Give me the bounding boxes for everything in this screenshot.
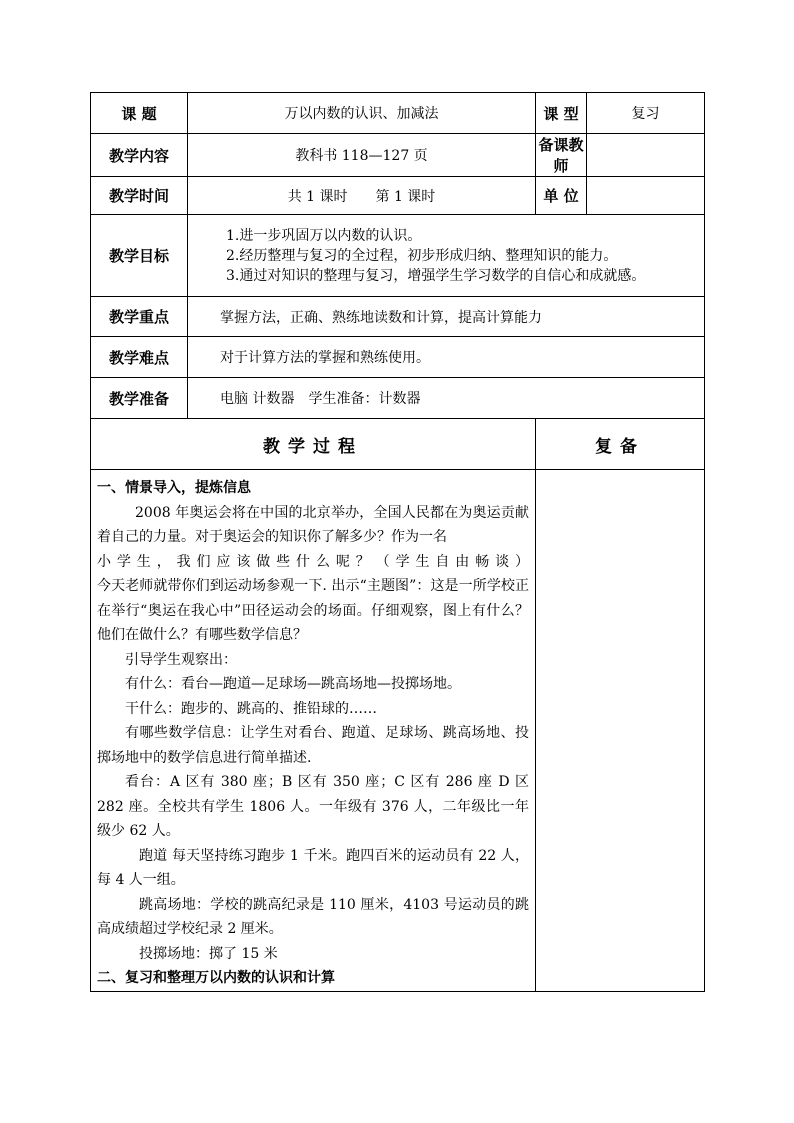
paragraph: 有什么：看台—跑道—足球场—跳高场地—投掷场地。 [125,676,461,692]
row-time [91,177,705,215]
row-content [91,134,705,177]
unit-label: 单 位 [536,177,587,215]
section-title: 二、复习和整理万以内数的认识和计算 [97,970,335,986]
goal-item: 1.进一步巩固万以内数的认识。 [226,227,422,244]
row-goals [91,215,705,297]
goals-label: 教学目标 [91,215,188,297]
paragraph: 今天老师就带你们到运动场参观一下. 出示“主题图”：这是一所学校正在举行“奥运在我心中”田径运动会的场面。仔细观察，图上有什么？他们在做什么？有哪些数学信息？ [97,578,529,643]
paragraph: 跑道 每天坚持练习跑步 1 千米。跑四百米的运动员有 22 人，每 4 人一组。 [97,847,529,888]
paragraph: 投掷场地：掷了 15 米 [139,945,278,962]
section-title: 一、情景导入，提炼信息 [97,480,251,496]
goal-item: 3.通过对知识的整理与复习，增强学生学习数学的自信心和成就感。 [226,267,646,284]
teacher-label: 备课教师 [536,134,587,177]
paragraph: 跳高场地：学校的跳高纪录是 110 厘米，4103 号运动员的跳高成绩超过学校纪录 2 厘米。 [97,896,529,937]
paragraph: 2008 年奥运会将在中国的北京举办，全国人民都在为奥运贡献着自己的力量。对于奥运会的知识你了解多少？作为一名 [97,504,529,545]
paragraph: 干什么：跑步的、跳高的、推铅球的…… [125,700,377,717]
content-label: 教学内容 [91,134,188,177]
lesson-plan [90,92,704,992]
type-label: 课 型 [536,93,587,134]
goals-list [188,215,705,297]
row-process-header [91,419,705,470]
lesson-plan-table [90,92,705,992]
content-value: 教科书 118—127 页 [188,134,536,177]
type-value: 复习 [587,93,705,134]
process-header: 教学过程 [91,419,536,470]
preparation-value: 电脑 计数器 学生准备：计数器 [188,378,705,419]
paragraph: 看台：A 区有 380 座；B 区有 350 座；C 区有 286 座 D 区 282 座。全校共有学生 1806 人。一年级有 376 人，二年级比一年级少 62 人。 [97,774,529,839]
time-value: 共 1 课时 第 1 课时 [188,177,536,215]
row-key-points [91,297,705,337]
review-header: 复备 [536,419,705,470]
key-points-value: 掌握方法，正确、熟练地读数和计算，提高计算能力 [188,297,705,337]
row-difficulties [91,337,705,378]
teacher-value [587,134,705,177]
difficulties-value: 对于计算方法的掌握和熟练使用。 [188,337,705,378]
goal-item: 2.经历整理与复习的全过程，初步形成归纳、整理知识的能力。 [226,247,618,264]
paragraph: 引导学生观察出： [125,651,237,668]
process-body [91,470,536,992]
review-column [536,470,705,992]
difficulties-label: 教学难点 [91,337,188,378]
paragraph: 小学生，我们应该做些什么呢？（学生自由畅谈） [97,553,529,570]
preparation-label: 教学准备 [91,378,188,419]
key-points-label: 教学重点 [91,297,188,337]
topic-value: 万以内数的认识、加减法 [188,93,536,134]
row-process-body [91,470,705,992]
row-topic [91,93,705,134]
unit-value [587,177,705,215]
topic-label: 课 题 [91,93,188,134]
row-preparation [91,378,705,419]
paragraph: 有哪些数学信息：让学生对看台、跑道、足球场、跳高场地、投掷场地中的数学信息进行简单描述. [97,725,529,766]
time-label: 教学时间 [91,177,188,215]
